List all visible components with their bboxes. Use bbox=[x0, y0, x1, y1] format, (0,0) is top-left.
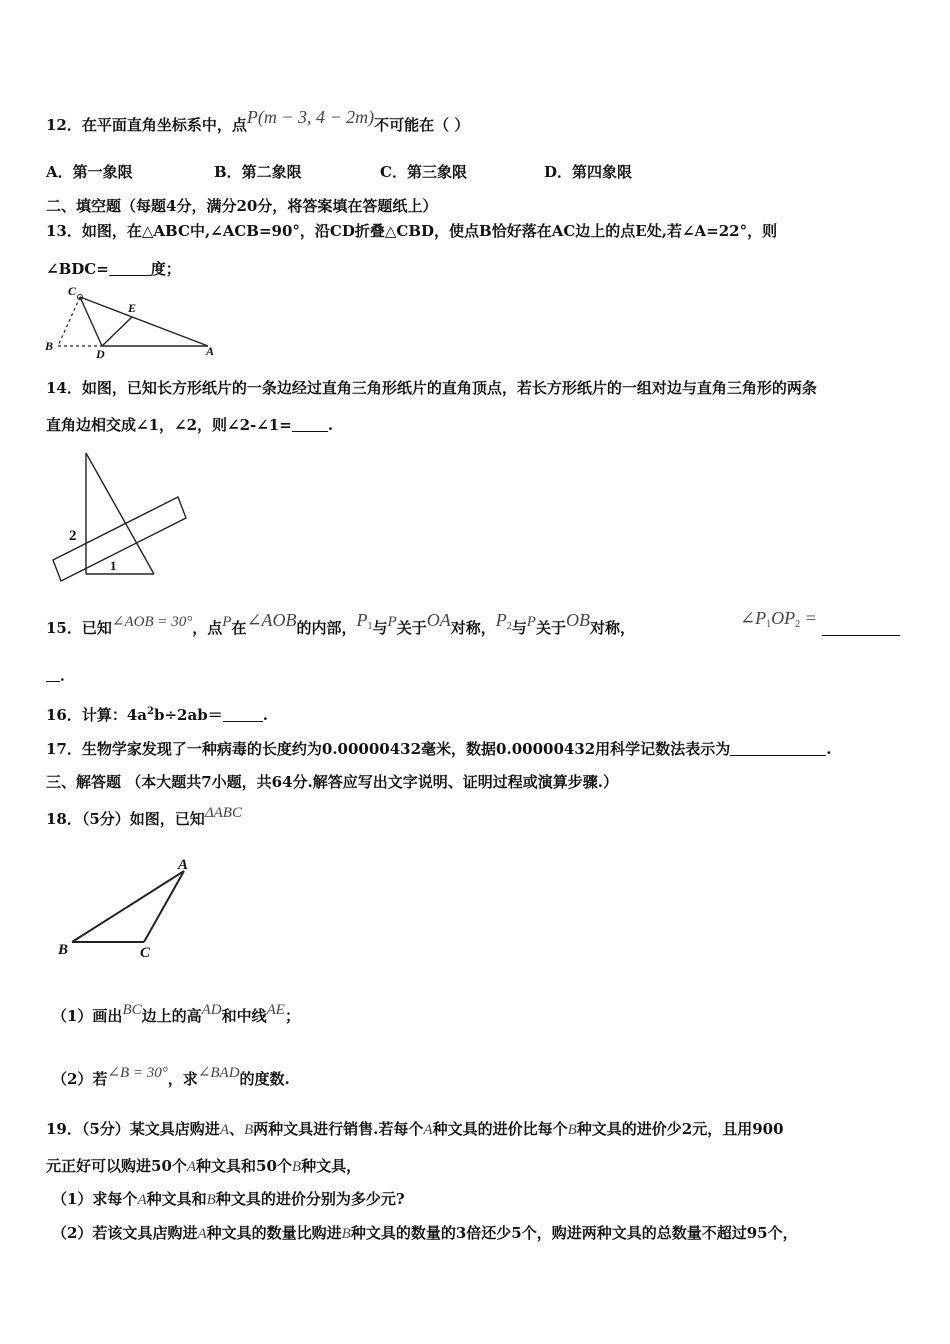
q12-option-a: A．第一象限 bbox=[46, 163, 133, 181]
q15-p1: $P_1$ bbox=[356, 610, 373, 632]
q12-option-d: D．第四象限 bbox=[544, 163, 633, 181]
q18-label-a: A bbox=[178, 857, 189, 873]
q14-line1: 14．如图，已知长方形纸片的一条边经过直角三角形纸片的直角顶点，若长方形纸片的一组对边与直角三角形的两条 bbox=[46, 379, 817, 397]
q13-label-b: B bbox=[45, 339, 54, 353]
q14-line2: 直角边相交成∠1，∠2，则∠2-∠1= . bbox=[46, 416, 334, 434]
q12-line: 12．在平面直角坐标系中，点P(m − 3, 4 − 2m)不可能在（ ） bbox=[46, 107, 470, 134]
q13-answer-blank bbox=[109, 261, 151, 276]
q12-point-formula: P(m − 3, 4 − 2m) bbox=[246, 107, 375, 127]
q17-answer-blank bbox=[730, 741, 826, 756]
q19-line1: 19．（5分）某文具店购进A、B两种文具进行销售.若每个A种文具的进价比每个B种文具的进价少2元，且用900 bbox=[46, 1120, 784, 1138]
section-3-heading: 三、解答题 （本大题共7小题，共64分.解答应写出文字说明、证明过程或演算步骤.） bbox=[46, 773, 618, 791]
q17-line: 17．生物学家发现了一种病毒的长度约为0.00000432毫米，数据0.00000432用科学记数法表示为 . bbox=[46, 740, 832, 758]
q13-label-a: A bbox=[206, 344, 215, 358]
q16-line: 16．计算：$4a^2b\div 2ab=$ . bbox=[46, 706, 268, 724]
q19-line2: 元正好可以购进50个A种文具和50个B种文具， bbox=[46, 1157, 362, 1175]
q18-part2: （2）若∠B = 30°，求∠BAD的度数. bbox=[52, 1065, 290, 1088]
q15-line1: 15．已知∠AOB = 30°，点P在∠AOB的内部，$P_1$与P关于OA对称，$P_2$与P关于OB对称， bbox=[46, 610, 635, 637]
q15-answer-blank-cont bbox=[46, 667, 60, 682]
q15-line2: ． bbox=[46, 664, 75, 685]
q14-answer-blank bbox=[292, 417, 328, 432]
q12-options bbox=[46, 161, 746, 181]
q15-answer-blank bbox=[822, 621, 900, 636]
q13-figure bbox=[40, 282, 230, 362]
q13-label-c: C bbox=[68, 284, 77, 298]
q14-figure bbox=[50, 450, 190, 590]
q18-label-c: C bbox=[140, 945, 151, 961]
q18-label-b: B bbox=[58, 942, 69, 958]
q15-angle-p1op2: $\angle P_1OP_2$ = bbox=[740, 608, 817, 630]
q14-angle-1-label: 1 bbox=[110, 558, 117, 573]
q13-label-e: E bbox=[128, 301, 137, 315]
q15-angle-aob-30: ∠AOB = 30° bbox=[111, 614, 193, 630]
q12-option-b: B．第二象限 bbox=[214, 163, 302, 181]
q19-part1: （1）求每个A种文具和B种文具的进价分别为多少元? bbox=[52, 1190, 405, 1208]
q14-angle-2-label: 2 bbox=[69, 528, 77, 544]
q13-label-d: D bbox=[96, 347, 105, 361]
q18-figure bbox=[48, 855, 208, 965]
q18-part1: （1）画出BC边上的高AD和中线AE； bbox=[52, 1002, 300, 1025]
q16-answer-blank bbox=[223, 707, 263, 722]
q18-triangle-abc: ΔABC bbox=[204, 805, 242, 821]
q13-line2: ∠BDC= 度； bbox=[46, 260, 181, 278]
q18-line: 18．（5分）如图，已知ΔABC bbox=[46, 805, 242, 828]
q19-part2: （2）若该文具店购进A种文具的数量比购进B种文具的数量的3倍还少5个，购进两种文具的总数量不超过95个， bbox=[52, 1224, 798, 1242]
section-2-heading: 二、填空题（每题4分，满分20分，将答案填在答题纸上） bbox=[46, 197, 438, 215]
q12-option-c: C．第三象限 bbox=[380, 163, 467, 181]
q13-line1: 13．如图，在△ABC中,∠ACB=90°，沿CD折叠△CBD，使点B恰好落在AC边上的点E处,若∠A=22°，则 bbox=[46, 222, 778, 240]
q15-p2: $P_2$ bbox=[495, 610, 512, 632]
